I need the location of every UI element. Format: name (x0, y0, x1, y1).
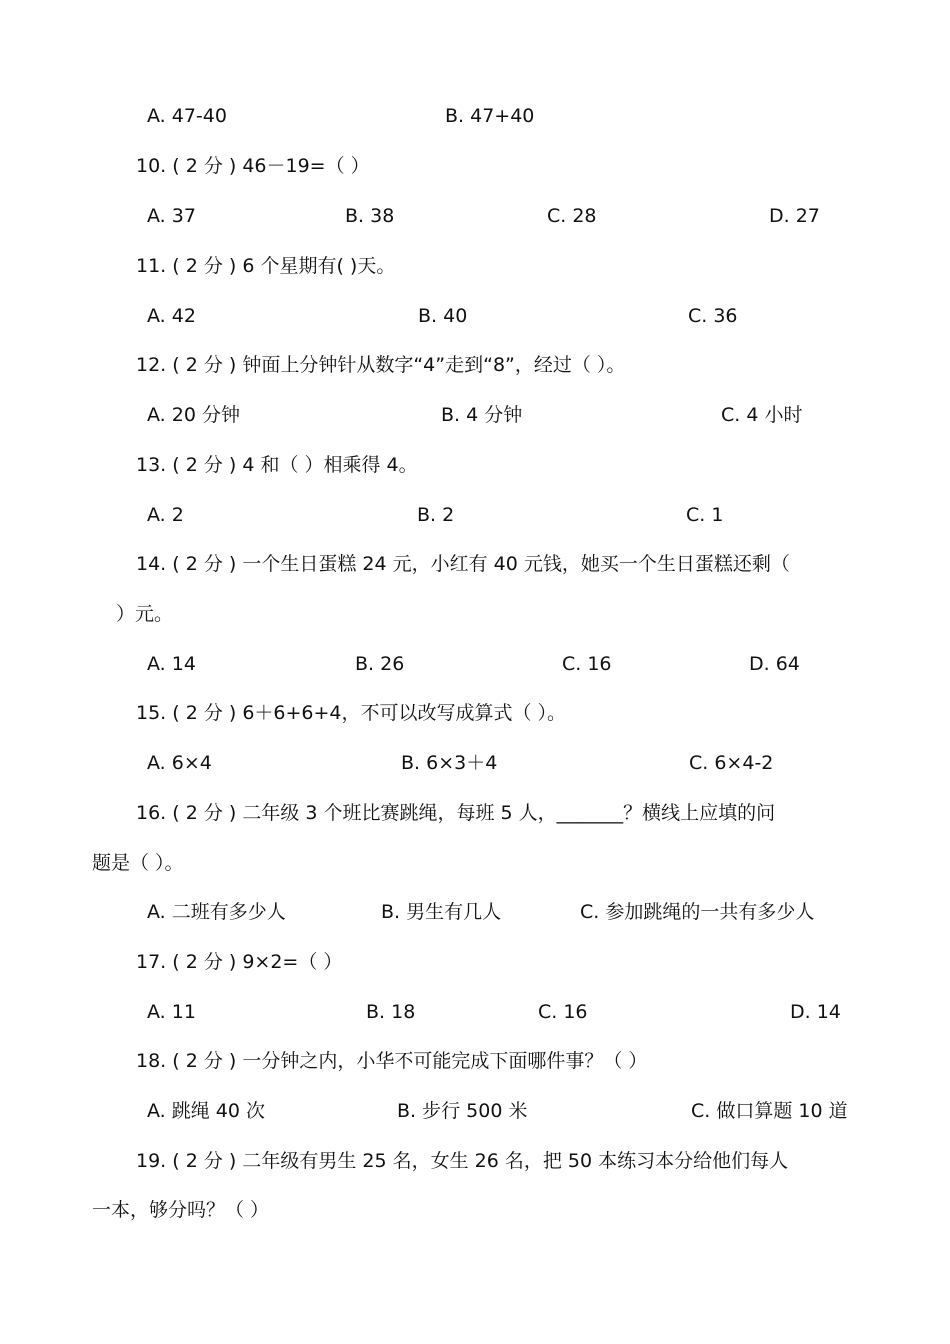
q10-option-b: B. 38 (345, 205, 395, 227)
q19-stem: 19. ( 2 分 ) 二年级有男生 25 名，女生 26 名，把 50 本练习本分给他们每人 (136, 1150, 789, 1172)
q17-stem: 17. ( 2 分 ) 9×2=（ ） (136, 951, 343, 973)
q15-option-c: C. 6×4-2 (689, 752, 774, 774)
q19-stem-continued: 一本，够分吗？（ ） (92, 1199, 270, 1221)
q12-option-a: A. 20 分钟 (147, 404, 240, 426)
q13-option-c: C. 1 (686, 504, 724, 526)
q13-option-a: A. 2 (147, 504, 184, 526)
q16-option-c: C. 参加跳绳的一共有多少人 (580, 901, 815, 923)
q14-option-d: D. 64 (749, 653, 800, 675)
q17-option-a: A. 11 (147, 1001, 196, 1023)
q10-option-c: C. 28 (547, 205, 597, 227)
q14-option-b: B. 26 (355, 653, 405, 675)
q16-option-b: B. 男生有几人 (381, 901, 502, 923)
q14-option-c: C. 16 (562, 653, 612, 675)
q18-option-c: C. 做口算题 10 道 (691, 1100, 848, 1122)
q17-option-c: C. 16 (538, 1001, 588, 1023)
q11-stem: 11. ( 2 分 ) 6 个星期有( )天。 (136, 255, 396, 277)
q16-option-a: A. 二班有多少人 (147, 901, 286, 923)
q15-stem: 15. ( 2 分 ) 6＋6+6+4，不可以改写成算式（ ）。 (136, 702, 567, 724)
q13-option-b: B. 2 (417, 504, 455, 526)
q10-option-d: D. 27 (769, 205, 820, 227)
q12-option-b: B. 4 分钟 (441, 404, 523, 426)
q12-option-c: C. 4 小时 (721, 404, 803, 426)
q17-option-d: D. 14 (790, 1001, 841, 1023)
q11-option-a: A. 42 (147, 305, 196, 327)
q10-option-a: A. 37 (147, 205, 196, 227)
q17-option-b: B. 18 (366, 1001, 416, 1023)
q15-option-a: A. 6×4 (147, 752, 212, 774)
q16-stem-continued: 题是（ ）。 (92, 852, 184, 874)
q11-option-c: C. 36 (688, 305, 738, 327)
q18-stem: 18. ( 2 分 ) 一分钟之内，小华不可能完成下面哪件事？（ ） (136, 1050, 648, 1072)
q9-option-a: A. 47-40 (147, 105, 227, 127)
q11-option-b: B. 40 (418, 305, 468, 327)
q10-stem: 10. ( 2 分 ) 46－19=（ ） (136, 155, 370, 177)
q16-stem: 16. ( 2 分 ) 二年级 3 个班比赛跳绳，每班 5 人，_______？横线上应填的问 (136, 802, 776, 824)
q18-option-b: B. 步行 500 米 (397, 1100, 528, 1122)
q12-stem: 12. ( 2 分 ) 钟面上分钟针从数字“4”走到“8”，经过（ ）。 (136, 354, 626, 376)
q13-stem: 13. ( 2 分 ) 4 和（ ）相乘得 4。 (136, 454, 418, 476)
q14-stem: 14. ( 2 分 ) 一个生日蛋糕 24 元，小红有 40 元钱，她买一个生日蛋糕还剩（ (136, 553, 790, 575)
q18-option-a: A. 跳绳 40 次 (147, 1100, 265, 1122)
q14-stem-continued: ）元。 (116, 603, 174, 625)
q14-option-a: A. 14 (147, 653, 196, 675)
q15-option-b: B. 6×3＋4 (401, 752, 498, 774)
q9-option-b: B. 47+40 (445, 105, 535, 127)
